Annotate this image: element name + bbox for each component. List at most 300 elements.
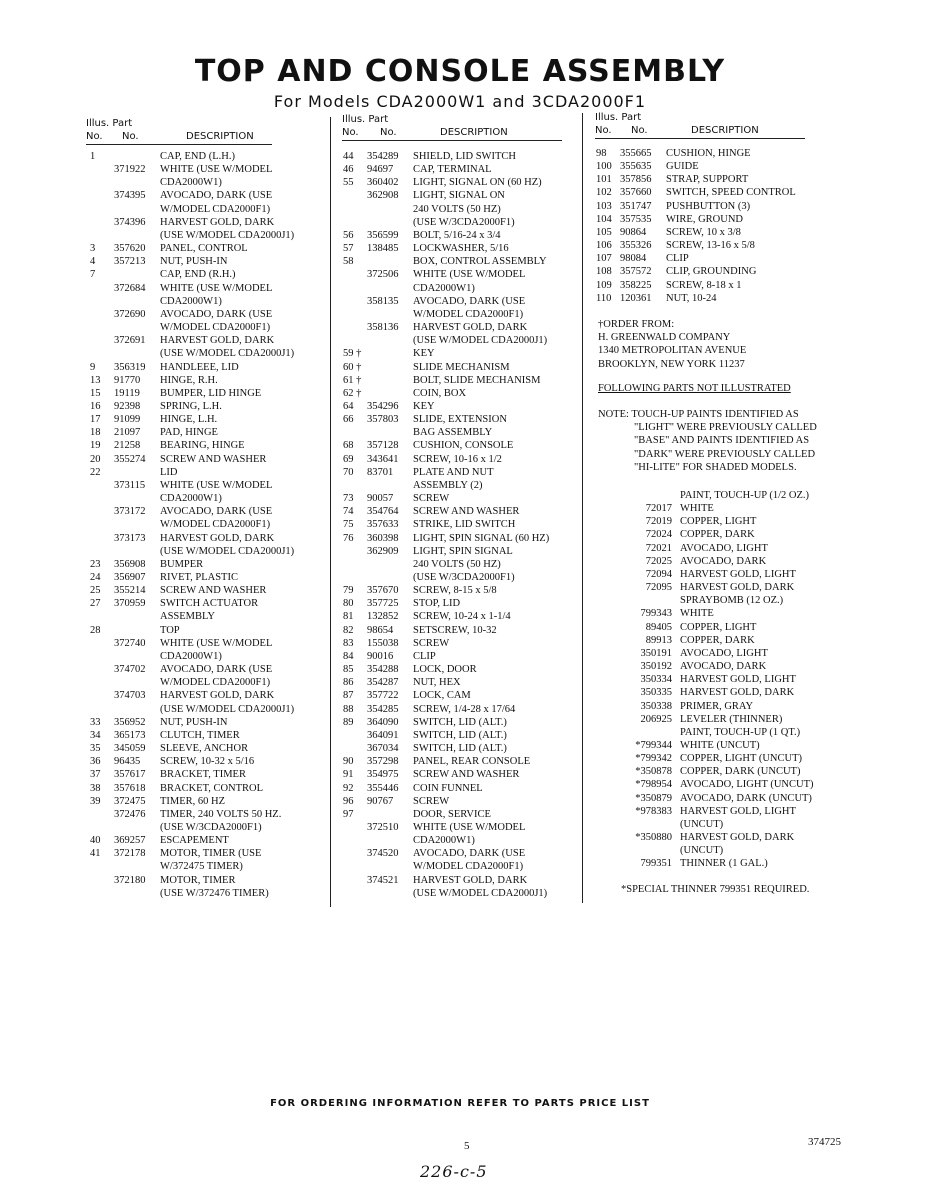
- spacer: [598, 778, 620, 791]
- part-description: CDA2000W1): [413, 282, 475, 294]
- part-description: BAG ASSEMBLY: [413, 427, 493, 439]
- paint-description: HARVEST GOLD, DARK: [680, 832, 795, 844]
- part-number: 372178: [114, 848, 146, 860]
- parts-row: [90, 216, 326, 229]
- parts-row: [90, 637, 326, 650]
- part-description: SCREW, 1/4-28 x 17/64: [413, 703, 516, 715]
- illus-number: 59 †: [343, 348, 362, 360]
- part-description: SWITCH, SPEED CONTROL: [666, 187, 796, 199]
- illus-number: [90, 163, 114, 176]
- paint-row: [598, 594, 838, 607]
- part-description: HARVEST GOLD, DARK: [413, 322, 528, 334]
- part-description: CLIP: [413, 650, 436, 662]
- illus-number: 76: [343, 532, 354, 544]
- part-label: Part: [112, 118, 133, 129]
- part-number: 372506: [367, 269, 399, 281]
- paint-row: [598, 673, 838, 686]
- part-description: SCREW AND WASHER: [413, 506, 520, 518]
- illus-number: 92: [343, 782, 354, 794]
- part-number: 374395: [114, 190, 146, 202]
- parts-row: [90, 295, 326, 308]
- part-description: W/372475 TIMER): [160, 861, 243, 873]
- illus-number: [90, 295, 114, 308]
- illus-number: 73: [343, 493, 354, 505]
- part-no-label: No.: [380, 127, 397, 138]
- illus-number: [343, 834, 367, 847]
- parts-column-2: [343, 150, 579, 900]
- part-description: DOOR, SERVICE: [413, 808, 491, 820]
- illus-number: [90, 545, 114, 558]
- part-number: 357298: [367, 756, 399, 768]
- part-description: NUT, PUSH-IN: [160, 716, 228, 728]
- paint-row: [598, 607, 838, 620]
- illus-number: [90, 505, 114, 518]
- part-description: HARVEST GOLD, DARK: [160, 532, 275, 544]
- part-number: [114, 887, 160, 900]
- illus-number: 97: [343, 808, 354, 820]
- part-number: 343641: [367, 453, 399, 465]
- parts-row: [90, 887, 326, 900]
- part-number: [114, 150, 160, 163]
- part-description: NUT, PUSH-IN: [160, 256, 228, 268]
- illus-number: [90, 203, 114, 216]
- part-number: 138485: [367, 243, 399, 255]
- part-description: SHIELD, LID SWITCH: [413, 151, 516, 162]
- spacer: [598, 686, 620, 699]
- paint-part-number: *799342: [635, 753, 672, 765]
- spacer: [598, 818, 620, 831]
- parts-row: [343, 321, 579, 334]
- paint-part-number: 350192: [640, 661, 672, 673]
- paint-part-number: *978383: [635, 805, 672, 817]
- illus-number: [343, 268, 367, 281]
- illus-number: 1: [90, 151, 96, 162]
- part-number: 83701: [367, 466, 394, 478]
- part-number: 371922: [114, 164, 146, 176]
- illus-number: [90, 229, 114, 242]
- illus-number: 23: [90, 558, 101, 570]
- spacer: [598, 489, 620, 502]
- paint-row: [598, 686, 838, 699]
- part-number: 351747: [620, 200, 652, 212]
- ordering-info: FOR ORDERING INFORMATION REFER TO PARTS PRICE LIST: [270, 1098, 650, 1109]
- illus-number: 103: [596, 200, 612, 212]
- part-description: AVOCADO, DARK (USE: [413, 295, 526, 307]
- paint-part-number: *350880: [635, 832, 672, 844]
- parts-row: [90, 347, 326, 360]
- spacer: [598, 581, 620, 594]
- part-description: ASSEMBLY: [160, 611, 215, 623]
- paint-description: PAINT, TOUCH-UP (1/2 OZ.): [680, 490, 810, 501]
- part-description: PLATE AND NUT: [413, 466, 494, 478]
- illus-number: 27: [90, 598, 101, 610]
- spacer: [598, 805, 620, 818]
- paint-description: AVOCADO, DARK: [680, 661, 767, 673]
- illus-number: [343, 847, 367, 860]
- part-description: (USE W/3CDA2000F1): [413, 216, 515, 228]
- paint-part-number: *799344: [635, 739, 672, 751]
- parts-row: [596, 160, 836, 173]
- illus-number: 89: [343, 716, 354, 728]
- part-description: SCREW, 10-32 x 5/16: [160, 756, 255, 768]
- part-number: 90767: [367, 795, 394, 807]
- parts-row: [343, 768, 579, 781]
- illus-number: [90, 703, 114, 716]
- paint-part-number: 799343: [640, 608, 672, 620]
- part-description: CUSHION, HINGE: [666, 148, 751, 159]
- illus-number: 46: [343, 164, 354, 176]
- parts-row: [343, 532, 579, 545]
- spacer: [598, 542, 620, 555]
- paint-row: [598, 818, 838, 831]
- parts-row: [343, 453, 579, 466]
- paint-description: HARVEST GOLD, LIGHT: [680, 805, 796, 817]
- illus-number: 109: [596, 279, 612, 291]
- column-header-2: [342, 113, 562, 141]
- parts-row: [90, 439, 326, 452]
- paint-description: AVOCADO, LIGHT: [680, 542, 768, 554]
- illus-number: [343, 742, 367, 755]
- part-description: HARVEST GOLD, DARK: [413, 874, 528, 886]
- part-number: 357618: [114, 782, 146, 794]
- parts-row: [90, 860, 326, 873]
- part-number: [367, 860, 413, 873]
- illus-number: 3: [90, 243, 96, 255]
- part-description: HANDLEEE, LID: [160, 361, 239, 373]
- illus-number: [90, 518, 114, 531]
- part-number: 355274: [114, 453, 146, 465]
- paint-description: (UNCUT): [680, 845, 724, 857]
- part-description: (USE W/MODEL CDA2000J1): [160, 229, 295, 241]
- part-number: 358225: [620, 279, 652, 291]
- illus-number: 83: [343, 637, 354, 649]
- illus-number: [343, 874, 367, 887]
- part-description: ESCAPEMENT: [160, 835, 229, 847]
- part-number: [367, 334, 413, 347]
- part-number: 364090: [367, 716, 399, 728]
- spacer: [598, 555, 620, 568]
- parts-row: [90, 703, 326, 716]
- parts-row: [90, 229, 326, 242]
- illus-number: 20: [90, 453, 101, 465]
- part-number: 355446: [367, 782, 399, 794]
- illus-number: 4: [90, 256, 96, 268]
- parts-row: [90, 676, 326, 689]
- illus-number: 74: [343, 506, 354, 518]
- part-description: LOCK, CAM: [413, 690, 471, 702]
- parts-row: [343, 795, 579, 808]
- paint-part-number: 72095: [645, 582, 672, 594]
- part-description: COIN, BOX: [413, 387, 467, 399]
- spacer: [598, 713, 620, 726]
- paint-part-number: 350338: [640, 700, 672, 712]
- paint-description: COPPER, LIGHT (UNCUT): [680, 753, 803, 765]
- illus-number: [343, 479, 367, 492]
- part-description: CUSHION, CONSOLE: [413, 440, 514, 452]
- parts-row: [90, 558, 326, 571]
- paint-part-number: *798954: [635, 779, 672, 791]
- part-description: CAP, END (L.H.): [160, 151, 235, 162]
- part-number: [114, 860, 160, 873]
- parts-row: [343, 176, 579, 189]
- part-description: WHITE (USE W/MODEL: [160, 479, 273, 491]
- illus-number: [90, 321, 114, 334]
- spacer: [598, 607, 620, 620]
- part-number: [114, 229, 160, 242]
- part-number: 357722: [367, 690, 399, 702]
- parts-row: [343, 716, 579, 729]
- part-number: 91099: [114, 414, 141, 426]
- part-number: 369257: [114, 835, 146, 847]
- part-number: 354296: [367, 400, 399, 412]
- parts-row: [343, 150, 579, 163]
- illus-number: 90: [343, 756, 354, 768]
- order-from-block: [598, 318, 746, 371]
- illus-number: [90, 676, 114, 689]
- paint-part-number: 350335: [640, 687, 672, 699]
- paint-row: [598, 792, 838, 805]
- illus-number: 56: [343, 229, 354, 241]
- part-description: CDA2000W1): [160, 650, 222, 662]
- part-number: 374520: [367, 848, 399, 860]
- paint-row: [598, 700, 838, 713]
- paint-part-number: 206925: [640, 713, 672, 725]
- illus-number: [90, 808, 114, 821]
- touch-up-note: [598, 408, 817, 474]
- paint-part-number: *350879: [635, 792, 672, 804]
- illus-number: 58: [343, 256, 354, 268]
- part-description: HINGE, L.H.: [160, 414, 218, 426]
- part-number: 98654: [367, 624, 394, 636]
- paint-description: HARVEST GOLD, DARK: [680, 582, 795, 594]
- part-number: 90864: [620, 226, 647, 238]
- part-description: W/MODEL CDA2000F1): [413, 308, 524, 320]
- part-number: 354975: [367, 769, 399, 781]
- part-number: 356907: [114, 572, 146, 583]
- part-number: 372476: [114, 808, 146, 820]
- part-description: 240 VOLTS (50 HZ): [413, 203, 501, 215]
- part-description: MOTOR, TIMER (USE: [160, 848, 262, 860]
- parts-row: [90, 571, 326, 584]
- part-description: SWITCH ACTUATOR: [160, 598, 259, 610]
- illus-number: 13: [90, 374, 101, 386]
- part-description: W/MODEL CDA2000F1): [160, 203, 271, 215]
- spacer: [598, 502, 620, 515]
- parts-row: [90, 795, 326, 808]
- illus-number: [90, 532, 114, 545]
- paint-description: HARVEST GOLD, DARK: [680, 687, 795, 699]
- parts-row: [90, 374, 326, 387]
- column-header-1: [86, 117, 272, 145]
- illus-number: 88: [343, 703, 354, 715]
- parts-row: [343, 255, 579, 268]
- part-description: LOCK, DOOR: [413, 664, 477, 676]
- part-number: 372180: [114, 874, 146, 886]
- parts-row: [596, 292, 836, 305]
- illus-number: [90, 479, 114, 492]
- parts-row: [343, 808, 579, 821]
- part-description: STOP, LID: [413, 598, 461, 610]
- parts-row: [343, 361, 579, 374]
- parts-row: [343, 663, 579, 676]
- part-number: 372691: [114, 335, 146, 347]
- part-description: SCREW: [413, 493, 450, 505]
- part-number: [367, 808, 413, 821]
- paint-part-number: 72021: [645, 542, 672, 554]
- illus-number: 44: [343, 151, 354, 162]
- parts-row: [343, 308, 579, 321]
- order-from-label: †ORDER FROM:: [598, 319, 675, 330]
- illus-number: 38: [90, 782, 101, 794]
- illus-number: 96: [343, 795, 354, 807]
- part-description: CDA2000W1): [160, 177, 222, 189]
- part-number: [367, 479, 413, 492]
- part-number: 356319: [114, 361, 146, 373]
- parts-row: [90, 532, 326, 545]
- illus-number: [343, 334, 367, 347]
- part-description: BEARING, HINGE: [160, 440, 245, 452]
- part-number: [367, 887, 413, 900]
- parts-row: [343, 387, 579, 400]
- parts-row: [343, 229, 579, 242]
- parts-row: [90, 387, 326, 400]
- spacer: [598, 857, 620, 870]
- paint-description: WHITE: [680, 608, 714, 620]
- illus-number: [343, 282, 367, 295]
- part-description: WHITE (USE W/MODEL: [160, 164, 273, 176]
- illus-number: [90, 610, 114, 623]
- paint-description: AVOCADO, DARK (UNCUT): [680, 792, 812, 804]
- part-description: W/MODEL CDA2000F1): [160, 322, 271, 334]
- order-from-line: H. GREENWALD COMPANY: [598, 332, 731, 344]
- illus-number: 7: [90, 269, 96, 281]
- illus-number: 82: [343, 624, 354, 636]
- paint-description: WHITE (UNCUT): [680, 739, 760, 751]
- part-description: CDA2000W1): [160, 493, 222, 505]
- parts-row: [596, 252, 836, 265]
- part-description: AVOCADO, DARK (USE: [160, 506, 273, 518]
- parts-row: [596, 186, 836, 199]
- part-description: CAP, TERMINAL: [413, 164, 492, 176]
- part-number: 357803: [367, 414, 399, 426]
- parts-row: [343, 374, 579, 387]
- paint-row: [598, 765, 838, 778]
- paint-row: [598, 805, 838, 818]
- part-description: SCREW, 13-16 x 5/8: [666, 240, 755, 252]
- part-number: [367, 216, 413, 229]
- part-number: 355214: [114, 585, 146, 597]
- illus-number: 68: [343, 440, 354, 452]
- part-number: [367, 361, 413, 374]
- part-description: WHITE (USE W/MODEL: [413, 821, 526, 833]
- parts-row: [90, 413, 326, 426]
- part-description: PANEL, REAR CONSOLE: [413, 756, 531, 768]
- part-number: [114, 492, 160, 505]
- paint-description: (UNCUT): [680, 818, 724, 830]
- parts-row: [90, 176, 326, 189]
- description-label: DESCRIPTION: [691, 125, 759, 136]
- illus-number: 35: [90, 743, 101, 755]
- part-description: PAD, HINGE: [160, 427, 218, 439]
- parts-row: [596, 213, 836, 226]
- parts-row: [596, 226, 836, 239]
- parts-row: [90, 834, 326, 847]
- paint-part-number: [620, 818, 680, 831]
- parts-row: [90, 847, 326, 860]
- illus-number: [90, 334, 114, 347]
- paint-part-number: 72019: [645, 516, 672, 528]
- paint-row: [598, 634, 838, 647]
- part-description: NUT, HEX: [413, 677, 461, 689]
- parts-row: [343, 216, 579, 229]
- part-number: [114, 703, 160, 716]
- paint-row: [598, 568, 838, 581]
- paint-row: [598, 528, 838, 541]
- part-description: SCREW: [413, 637, 450, 649]
- part-description: SLEEVE, ANCHOR: [160, 743, 249, 755]
- part-number: 19119: [114, 387, 140, 399]
- part-number: [367, 347, 413, 360]
- description-label: DESCRIPTION: [440, 127, 508, 138]
- parts-row: [90, 308, 326, 321]
- spacer: [598, 844, 620, 857]
- part-description: TIMER, 60 HZ: [160, 795, 226, 807]
- part-number: [114, 466, 160, 479]
- paint-description: AVOCADO, LIGHT (UNCUT): [680, 779, 814, 791]
- parts-row: [90, 426, 326, 439]
- parts-row: [90, 282, 326, 295]
- part-number: 355326: [620, 240, 652, 252]
- illus-number: 79: [343, 585, 354, 597]
- part-description: CLIP: [666, 253, 689, 265]
- part-number: [114, 347, 160, 360]
- part-number: [114, 650, 160, 663]
- part-number: 21097: [114, 427, 141, 439]
- paint-row: [598, 515, 838, 528]
- parts-row: [343, 426, 579, 439]
- parts-row: [90, 742, 326, 755]
- parts-row: [343, 834, 579, 847]
- part-number: 354285: [367, 703, 399, 715]
- part-number: [114, 321, 160, 334]
- paint-row: [598, 489, 838, 502]
- paint-row: [598, 660, 838, 673]
- part-number: 90057: [367, 493, 394, 505]
- illus-number: 69: [343, 453, 354, 465]
- illus-number: 91: [343, 769, 354, 781]
- part-number: 357633: [367, 519, 399, 531]
- parts-row: [90, 321, 326, 334]
- paint-row: [598, 778, 838, 791]
- paint-part-number: 72094: [645, 568, 672, 580]
- part-number: [114, 610, 160, 623]
- order-from-line: 1340 METROPOLITAN AVENUE: [598, 345, 747, 357]
- part-number: 98084: [620, 253, 647, 265]
- parts-row: [343, 729, 579, 742]
- part-number: 96435: [114, 756, 141, 768]
- part-description: WIRE, GROUND: [666, 213, 743, 225]
- part-description: LOCKWASHER, 5/16: [413, 243, 509, 255]
- part-number: [367, 308, 413, 321]
- part-description: TIMER, 240 VOLTS 50 HZ.: [160, 808, 282, 820]
- paint-row: [598, 844, 838, 857]
- illus-number: 55: [343, 177, 354, 189]
- part-number: 362909: [367, 545, 399, 557]
- illus-number: [343, 860, 367, 873]
- part-number: 120361: [620, 292, 652, 304]
- illus-number: 25: [90, 585, 101, 597]
- part-description: SWITCH, LID (ALT.): [413, 743, 507, 755]
